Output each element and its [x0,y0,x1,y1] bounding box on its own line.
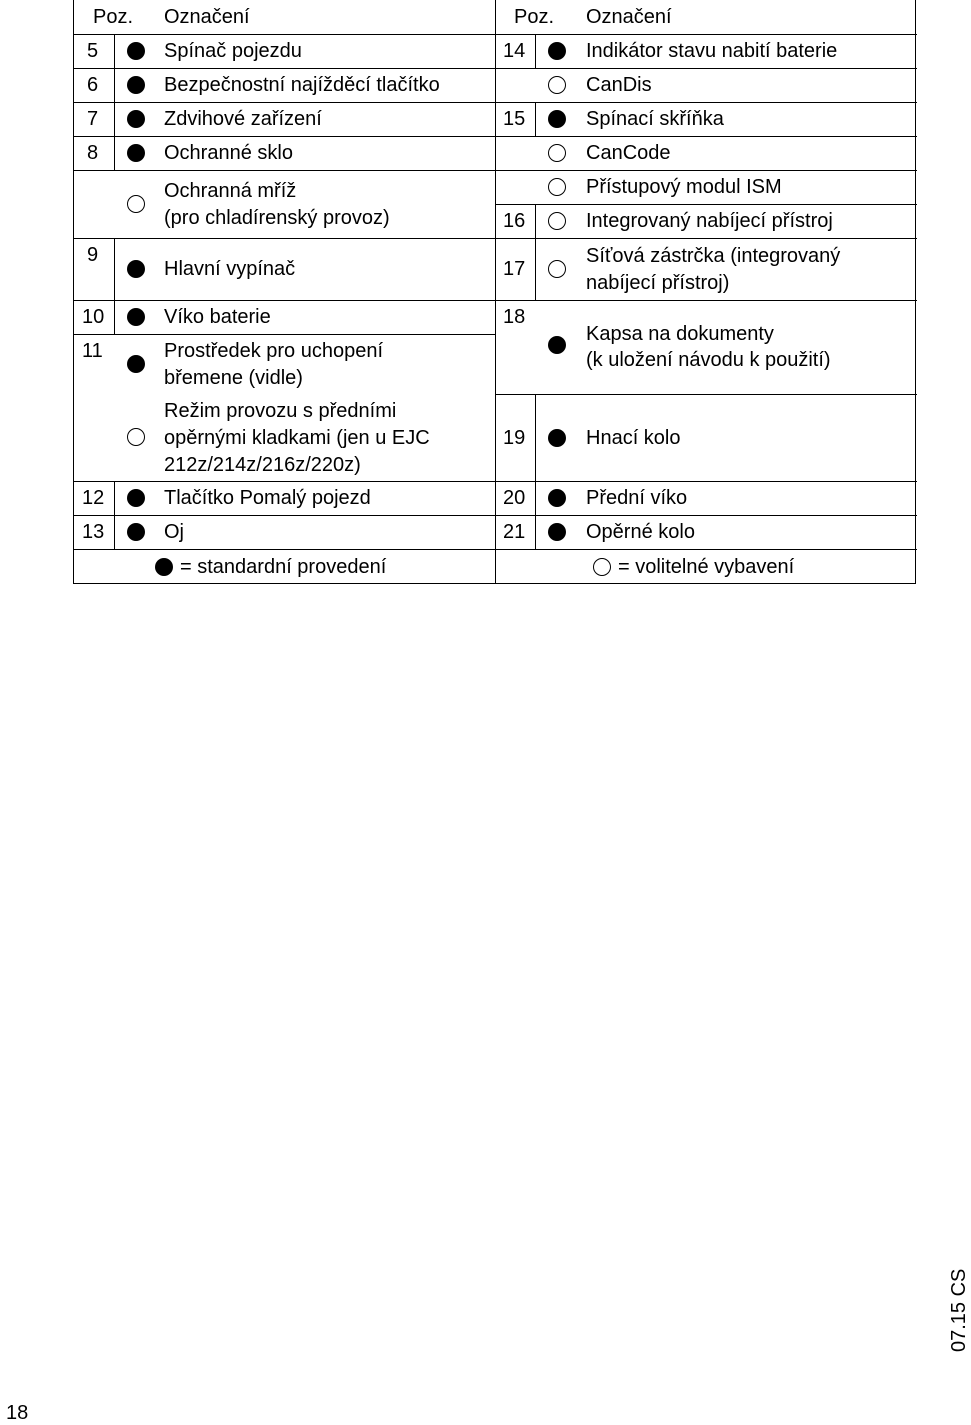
row-divider [495,394,917,395]
item-label: Režim provozu s předními [164,400,397,422]
optional-marker-icon [127,428,145,446]
item-label: 212z/214z/216z/220z) [164,454,361,476]
legend-optional: = volitelné vybavení [618,556,795,578]
item-label: Přední víko [586,487,688,509]
item-label: (k uložení návodu k použití) [586,349,831,371]
item-label: Zdvihové zařízení [164,108,322,130]
row-divider [74,136,495,137]
standard-marker-icon [127,76,145,94]
standard-marker-icon [127,110,145,128]
standard-marker-icon [127,523,145,541]
item-label: (pro chladírenský provoz) [164,207,390,229]
standard-marker-icon [127,144,145,162]
header-poz-left: Poz. [93,6,134,28]
standard-marker-icon [127,355,145,373]
poz-number: 12 [82,487,105,509]
header-poz-right: Poz. [514,6,555,28]
poz-number: 15 [503,108,526,130]
poz-number: 8 [87,142,99,164]
optional-marker-icon [127,195,145,213]
standard-marker-icon [548,42,566,60]
column-divider [535,204,536,300]
poz-number: 17 [503,258,526,280]
page-number: 18 [6,1402,29,1424]
poz-number: 16 [503,210,526,232]
poz-number: 21 [503,521,526,543]
item-label: Prostředek pro uchopení [164,340,384,362]
standard-marker-icon [127,308,145,326]
item-label: Opěrné kolo [586,521,695,543]
poz-number: 10 [82,306,105,328]
legend-standard: = standardní provedení [180,556,387,578]
poz-number: 7 [87,108,99,130]
document-version: 07.15 CS [948,1268,970,1352]
item-label: Tlačítko Pomalý pojezd [164,487,371,509]
optional-marker-icon [548,260,566,278]
item-label: Spínací skříňka [586,108,724,130]
poz-number: 18 [503,306,526,328]
item-label: Přístupový modul ISM [586,176,782,198]
poz-number: 19 [503,427,526,449]
item-label: opěrnými kladkami (jen u EJC [164,427,430,449]
row-divider [495,136,917,137]
poz-number: 20 [503,487,526,509]
column-divider [114,481,115,549]
standard-marker-icon [548,489,566,507]
row-divider [74,102,495,103]
column-divider [495,0,496,584]
poz-number: 13 [82,521,105,543]
item-label: Hlavní vypínač [164,258,296,280]
item-label: Hnací kolo [586,427,681,449]
optional-marker-icon [548,178,566,196]
standard-marker-icon [548,336,566,354]
column-divider [535,34,536,68]
row-divider [495,102,917,103]
item-label: Oj [164,521,184,543]
optional-marker-icon [548,144,566,162]
standard-marker-icon [548,429,566,447]
item-label: Indikátor stavu nabití baterie [586,40,838,62]
poz-number: 5 [87,40,99,62]
column-divider [114,34,115,170]
item-label: Bezpečnostní najížděcí tlačítko [164,74,440,96]
item-label: nabíjecí přístroj) [586,272,730,294]
standard-marker-icon [127,489,145,507]
item-label: břemene (vidle) [164,367,303,389]
column-divider [535,394,536,549]
item-label: Integrovaný nabíjecí přístroj [586,210,833,232]
item-label: Kapsa na dokumenty [586,323,774,345]
standard-marker-icon [155,558,173,576]
item-label: CanCode [586,142,671,164]
item-label: CanDis [586,74,652,96]
item-label: Ochranné sklo [164,142,293,164]
item-label: Spínač pojezdu [164,40,302,62]
standard-marker-icon [548,110,566,128]
item-label: Ochranná mříž [164,180,297,202]
standard-marker-icon [548,523,566,541]
column-divider [535,102,536,136]
optional-marker-icon [548,76,566,94]
poz-number: 14 [503,40,526,62]
standard-marker-icon [127,260,145,278]
optional-marker-icon [593,558,611,576]
item-label: Síťová zástrčka (integrovaný [586,245,841,267]
row-divider [495,204,917,205]
item-label: Víko baterie [164,306,271,328]
poz-number: 6 [87,74,99,96]
column-divider [114,238,115,334]
header-oznaceni-right: Označení [586,6,672,28]
header-oznaceni-left: Označení [164,6,250,28]
poz-number: 11 [82,340,103,362]
row-divider [495,170,917,171]
poz-number: 9 [87,244,99,266]
row-divider [74,334,495,335]
row-divider [74,170,495,171]
optional-marker-icon [548,212,566,230]
standard-marker-icon [127,42,145,60]
